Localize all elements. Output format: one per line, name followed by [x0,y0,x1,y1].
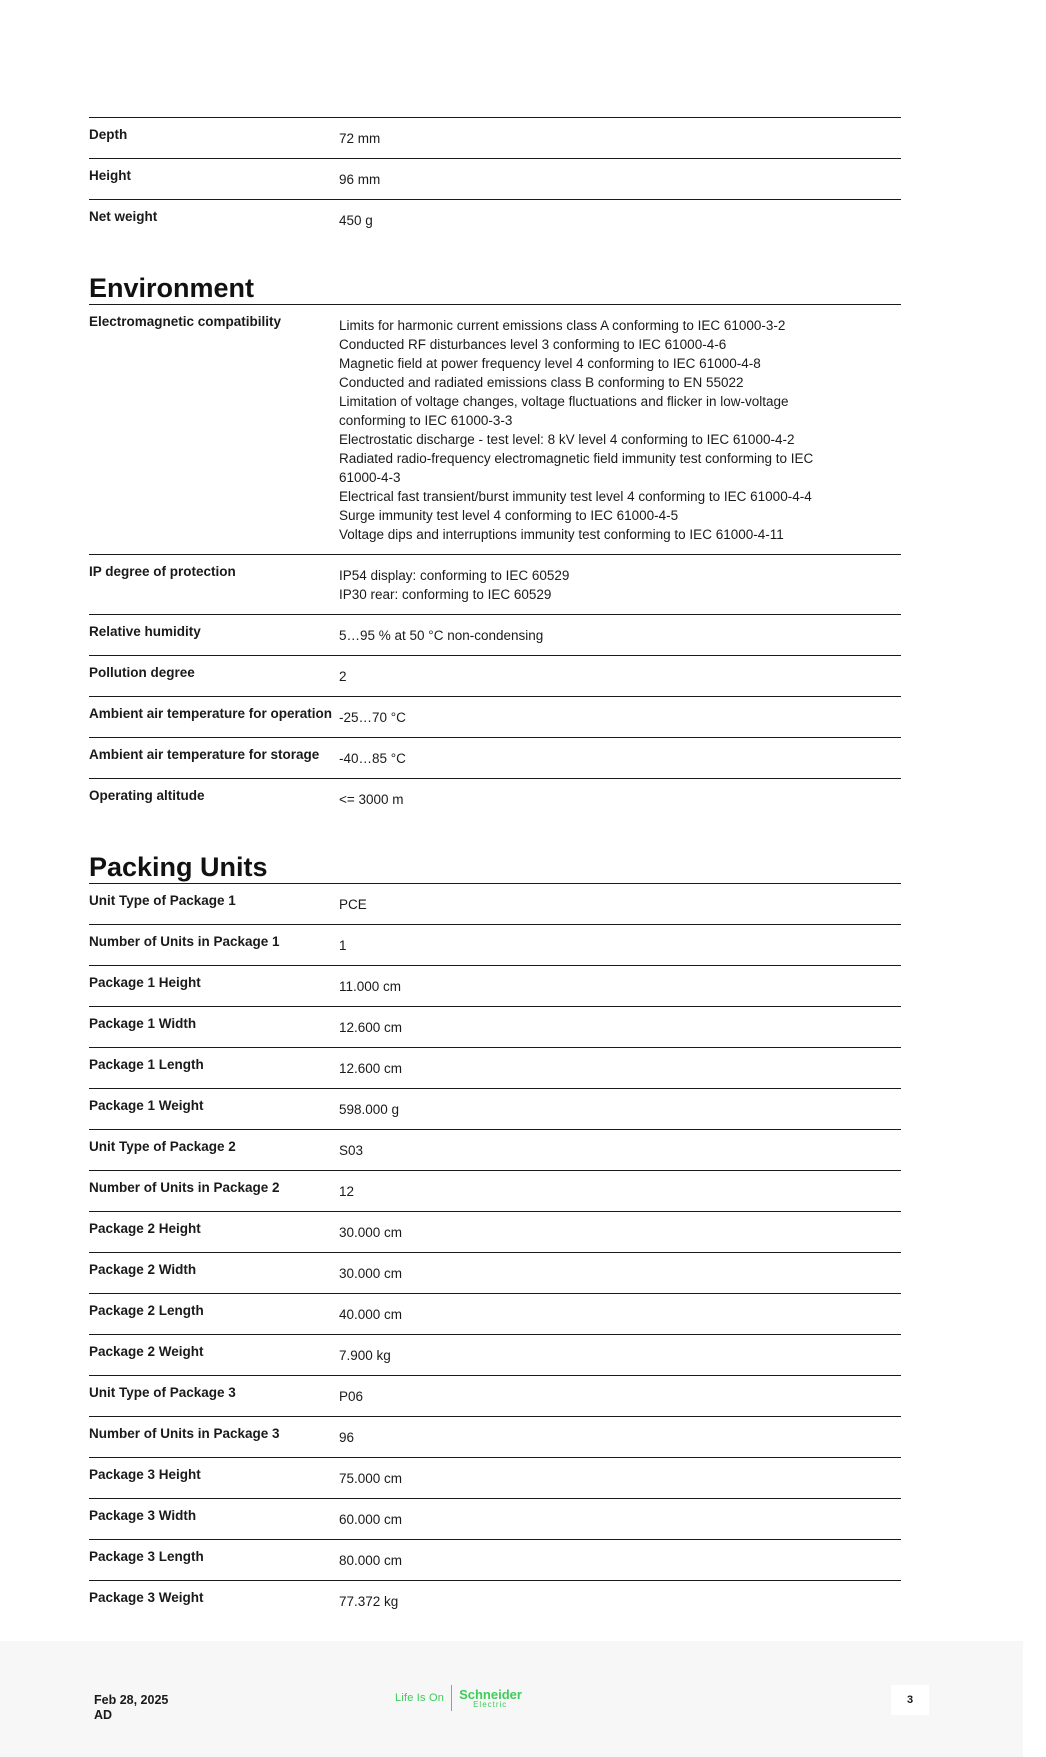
spec-row [89,614,901,655]
spec-value-line: <= 3000 m [339,792,404,807]
spec-label: Package 2 Width [89,1262,197,1277]
spec-value-line: Radiated radio-frequency electromagnetic field immunity test conforming to IEC [339,451,814,466]
section-title-packing-units: Packing Units [89,852,268,882]
packing-units-section [89,851,901,1621]
spec-value [339,1425,901,1447]
spec-label: Package 3 Weight [89,1590,204,1605]
spec-label: Ambient air temperature for operation [89,706,333,721]
spec-label: Depth [89,127,128,142]
packing-units-table [89,883,901,1621]
spec-row [89,1170,901,1211]
brand-name: Schneider [459,1686,522,1702]
spec-value [339,1138,901,1160]
spec-value [339,892,901,914]
spec-value [339,1056,901,1078]
spec-value-line: Limitation of voltage changes, voltage fluctuations and flicker in low-voltage [339,394,789,409]
spec-value [339,1015,901,1037]
section-title-environment: Environment [89,273,255,303]
spec-value [339,664,901,686]
spec-row [89,1334,901,1375]
spec-value-line: 1 [339,938,347,953]
schneider-logo [395,1684,522,1712]
spec-value-line: Magnetic field at power frequency level 4 conforming to IEC 61000-4-8 [339,356,761,371]
spec-value [339,746,901,768]
spec-row [89,1498,901,1539]
spec-value-line: IP30 rear: conforming to IEC 60529 [339,587,552,602]
spec-value-line: conforming to IEC 61000-3-3 [339,413,513,428]
spec-value-line: Conducted and radiated emissions class B conforming to EN 55022 [339,375,744,390]
environment-section [89,272,901,819]
spec-row [89,655,901,696]
spec-label: Ambient air temperature for storage [89,747,320,762]
spec-value-line: 7.900 kg [339,1348,391,1363]
logo-divider [451,1685,452,1711]
spec-value-line: Electrostatic discharge - test level: 8 kV level 4 conforming to IEC 61000-4-2 [339,432,795,447]
spec-value-line: 60.000 cm [339,1512,403,1527]
spec-label: Package 2 Height [89,1221,201,1236]
spec-value-line: 12.600 cm [339,1020,403,1035]
page-footer [0,1641,1023,1757]
spec-value [339,1589,901,1611]
spec-row [89,199,901,240]
spec-value-line: 40.000 cm [339,1307,403,1322]
spec-value-line: Electrical fast transient/burst immunity test level 4 conforming to IEC 61000-4-4 [339,489,812,504]
spec-value [339,933,901,955]
spec-row [89,1047,901,1088]
footer-code: AD [94,1708,113,1722]
spec-value [339,1220,901,1242]
spec-row [89,1416,901,1457]
spec-value-line: Limits for harmonic current emissions class A conforming to IEC 61000-3-2 [339,318,786,333]
spec-row [89,117,901,158]
spec-row [89,1539,901,1580]
page-number: 3 [891,1685,929,1715]
spec-label: Package 3 Height [89,1467,201,1482]
spec-value [339,1384,901,1406]
spec-row [89,883,901,924]
spec-row [89,1129,901,1170]
spec-value-line: 72 mm [339,131,381,146]
spec-label: Package 2 Length [89,1303,204,1318]
spec-label: Number of Units in Package 3 [89,1426,280,1441]
environment-table [89,304,901,819]
footer-date-block [94,1693,168,1723]
spec-value-line: 77.372 kg [339,1594,399,1609]
spec-label: Package 2 Weight [89,1344,204,1359]
spec-label: Relative humidity [89,624,201,639]
spec-row [89,924,901,965]
spec-value-line: -40…85 °C [339,751,406,766]
spec-value-line: 598.000 g [339,1102,400,1117]
spec-value-line: P06 [339,1389,364,1404]
spec-value [339,1507,901,1529]
spec-value [339,705,901,727]
spec-value [339,167,901,189]
spec-label: Number of Units in Package 1 [89,934,280,949]
spec-row [89,554,901,614]
spec-value [339,313,901,544]
spec-row [89,1211,901,1252]
spec-label: Electromagnetic compatibility [89,314,282,329]
spec-value [339,787,901,809]
spec-value-line: S03 [339,1143,364,1158]
spec-value [339,126,901,148]
spec-label: Package 1 Height [89,975,201,990]
spec-value [339,1179,901,1201]
spec-row [89,304,901,554]
spec-row [89,1457,901,1498]
spec-label: Package 1 Width [89,1016,197,1031]
spec-value-line: 96 [339,1430,355,1445]
spec-label: Package 1 Weight [89,1098,204,1113]
spec-value-line: -25…70 °C [339,710,406,725]
spec-value-line: Surge immunity test level 4 conforming to IEC 61000-4-5 [339,508,679,523]
spec-value-line: 450 g [339,213,373,228]
spec-row [89,158,901,199]
brand-wordmark [459,1688,522,1709]
spec-value-line: Conducted RF disturbances level 3 conforming to IEC 61000-4-6 [339,337,727,352]
spec-row [89,1088,901,1129]
spec-value-line: 80.000 cm [339,1553,403,1568]
spec-row [89,965,901,1006]
life-is-on-tagline: Life Is On [395,1692,445,1704]
spec-value [339,563,901,604]
spec-label: Operating altitude [89,788,205,803]
spec-value-line: 5…95 % at 50 °C non-condensing [339,628,544,643]
spec-row [89,1375,901,1416]
spec-value-line: 12.600 cm [339,1061,403,1076]
spec-label: Height [89,168,131,183]
spec-value [339,1343,901,1365]
spec-value [339,208,901,230]
spec-label: IP degree of protection [89,564,236,579]
spec-value-line: 12 [339,1184,355,1199]
spec-value-line: 30.000 cm [339,1225,403,1240]
spec-label: Number of Units in Package 2 [89,1180,280,1195]
spec-label: Unit Type of Package 3 [89,1385,236,1400]
spec-row [89,1293,901,1334]
spec-value-line: 30.000 cm [339,1266,403,1281]
spec-value [339,1466,901,1488]
spec-value [339,974,901,996]
spec-value-line: 11.000 cm [339,979,402,994]
spec-label: Net weight [89,209,158,224]
spec-value [339,1261,901,1283]
brand-sub: Electric [473,1699,508,1709]
spec-value-line: 61000-4-3 [339,470,401,485]
spec-row [89,778,901,819]
footer-date: Feb 28, 2025 [94,1693,169,1707]
spec-label: Package 3 Width [89,1508,197,1523]
spec-value [339,1548,901,1570]
spec-value [339,1097,901,1119]
spec-label: Unit Type of Package 2 [89,1139,236,1154]
spec-label: Pollution degree [89,665,195,680]
spec-value-line: 96 mm [339,172,381,187]
spec-label: Package 3 Length [89,1549,204,1564]
spec-value-line: 2 [339,669,347,684]
spec-row [89,1580,901,1621]
datasheet-content [89,117,901,1621]
spec-row [89,696,901,737]
spec-row [89,737,901,778]
spec-row [89,1006,901,1047]
spec-value [339,623,901,645]
spec-label: Package 1 Length [89,1057,204,1072]
spec-value-line: 75.000 cm [339,1471,403,1486]
dimensions-table [89,117,901,240]
spec-value-line: IP54 display: conforming to IEC 60529 [339,568,570,583]
spec-value-line: Voltage dips and interruptions immunity test conforming to IEC 61000-4-11 [339,527,784,542]
spec-row [89,1252,901,1293]
spec-value [339,1302,901,1324]
spec-value-line: PCE [339,897,367,912]
spec-label: Unit Type of Package 1 [89,893,236,908]
